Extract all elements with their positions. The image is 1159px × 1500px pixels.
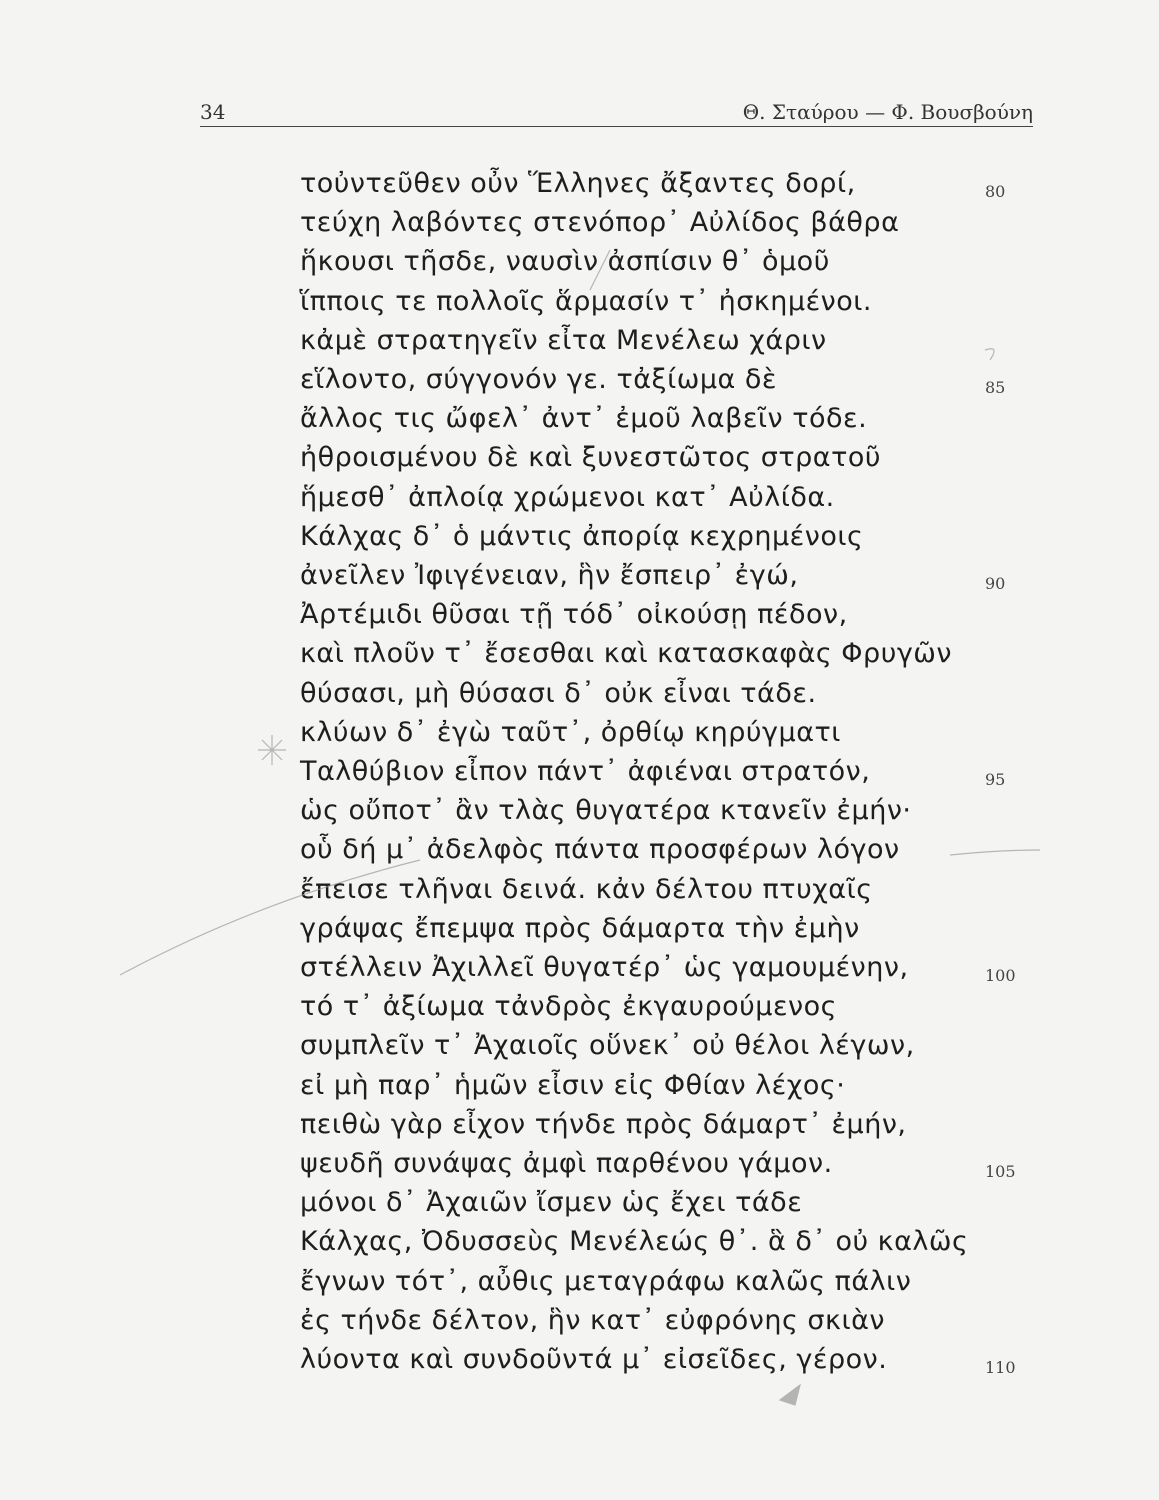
- verse-line: [300, 403, 1060, 443]
- verse-line: [300, 325, 1060, 365]
- verse-number: 100: [985, 966, 1016, 985]
- verse-text: ἀνεῖλεν Ἰφιγένειαν, ἣν ἔσπειρ᾽ ἐγώ,: [300, 560, 799, 591]
- verse-line: [300, 1030, 1060, 1070]
- verse-line: [300, 442, 1060, 482]
- verse-line: [300, 246, 1060, 286]
- verse-line: [300, 991, 1060, 1031]
- verse-line: [300, 521, 1060, 561]
- verse-text: ἄλλος τις ὤφελ᾽ ἀντ᾽ ἐμοῦ λαβεῖν τόδε.: [300, 403, 868, 435]
- verse-text: μόνοι δ᾽ Ἀχαιῶν ἴσμεν ὡς ἔχει τάδε: [300, 1187, 803, 1219]
- verse-text: Κάλχας δ᾽ ὁ μάντις ἀπορίᾳ κεχρημένοις: [300, 520, 864, 552]
- verse-line: [300, 756, 1060, 796]
- verse-line: [300, 678, 1060, 718]
- verse-line: [300, 1305, 1060, 1345]
- verse-text: γράψας ἔπεμψα πρὸς δάμαρτα τὴν ἐμὴν: [300, 912, 860, 944]
- verse-number: 90: [985, 574, 1006, 593]
- verse-number: 110: [985, 1358, 1016, 1377]
- verse-text: ἥκουσι τῆσδε, ναυσὶν ἀσπίσιν θ᾽ ὁμοῦ: [300, 246, 830, 278]
- verse-text: οὗ δή μ᾽ ἀδελφὸς πάντα προσφέρων λόγον: [300, 834, 900, 866]
- verse-line: [300, 482, 1060, 522]
- verse-line: [300, 364, 1060, 404]
- verse-line: [300, 286, 1060, 326]
- verse-line: [300, 560, 1060, 600]
- verse-line: [300, 599, 1060, 639]
- verse-text: τοὐντεῦθεν οὖν Ἕλληνες ἄξαντες δορί,: [300, 168, 856, 199]
- verse-text: Ἀρτέμιδι θῦσαι τῇ τόδ᾽ οἰκούσῃ πέδον,: [300, 599, 848, 631]
- verse-text: κλύων δ᾽ ἐγὼ ταῦτ᾽, ὀρθίῳ κηρύγματι: [300, 716, 841, 748]
- verse-text: εἰ μὴ παρ᾽ ἡμῶν εἶσιν εἰς Φθίαν λέχος·: [300, 1069, 846, 1101]
- verse-line: [300, 1148, 1060, 1188]
- verse-text: συμπλεῖν τ᾽ Ἀχαιοῖς οὕνεκ᾽ οὐ θέλοι λέγων,: [300, 1030, 915, 1062]
- verse-text: ἔπεισε τλῆναι δεινά. κἀν δέλτου πτυχαῖς: [300, 873, 873, 905]
- verse-text: ἠθροισμένου δὲ καὶ ξυνεστῶτος στρατοῦ: [300, 442, 881, 474]
- verse-text: ἔγνων τότ᾽, αὖθις μεταγράφω καλῶς πάλιν: [300, 1265, 912, 1297]
- verse-line: [300, 952, 1060, 992]
- verse-line: [300, 1187, 1060, 1227]
- verse-line: [300, 717, 1060, 757]
- verse-text: στέλλειν Ἀχιλλεῖ θυγατέρ᾽ ὡς γαμουμένην,: [300, 952, 909, 983]
- page-number: 34: [200, 100, 226, 124]
- verse-line: [300, 913, 1060, 953]
- verse-line: [300, 1109, 1060, 1149]
- verse-text: τό τ᾽ ἀξίωμα τἀνδρὸς ἐκγαυρούμενος: [300, 991, 838, 1023]
- verse-text: ὡς οὔποτ᾽ ἂν τλὰς θυγατέρα κτανεῖν ἐμήν·: [300, 795, 912, 827]
- verse-text: τεύχη λαβόντες στενόπορ᾽ Αὐλίδος βάθρα: [300, 207, 900, 239]
- verse-text: πειθὼ γὰρ εἶχον τήνδε πρὸς δάμαρτ᾽ ἐμήν,: [300, 1108, 907, 1140]
- verse-text: ἐς τήνδε δέλτον, ἣν κατ᾽ εὐφρόνης σκιὰν: [300, 1304, 885, 1336]
- running-head: Θ. Σταύρου — Φ. Βουσβούνη: [742, 100, 1033, 124]
- verse-text: ἥμεσθ᾽ ἀπλοίᾳ χρώμενοι κατ᾽ Αὐλίδα.: [300, 481, 835, 513]
- verse-number: 105: [985, 1162, 1016, 1181]
- verse-text: ἵπποις τε πολλοῖς ἅρμασίν τ᾽ ἠσκημένοι.: [300, 285, 872, 317]
- verse-line: [300, 1266, 1060, 1306]
- verse-text: καὶ πλοῦν τ᾽ ἔσεσθαι καὶ κατασκαφὰς Φρυγῶν: [300, 638, 952, 670]
- verse-text: Ταλθύβιον εἶπον πάντ᾽ ἀφιέναι στρατόν,: [300, 756, 871, 787]
- verse-text: εἵλοντο, σύγγονόν γε. τἀξίωμα δὲ: [300, 364, 777, 395]
- verse-line: [300, 638, 1060, 678]
- verse-line: [300, 834, 1060, 874]
- verse-text: ψευδῆ συνάψας ἀμφὶ παρθένου γάμον.: [300, 1148, 833, 1179]
- verse-text: Κάλχας, Ὀδυσσεὺς Μενέλεώς θ᾽. ἃ δ᾽ οὐ καλῶς: [300, 1226, 969, 1258]
- verse-number: 95: [985, 770, 1006, 789]
- verse-text: κἀμὲ στρατηγεῖν εἶτα Μενέλεω χάριν: [300, 324, 827, 356]
- verse-line: [300, 1070, 1060, 1110]
- verse-text: λύοντα καὶ συνδοῦντά μ᾽ εἰσεῖδες, γέρον.: [300, 1344, 888, 1375]
- page-header: [200, 98, 1033, 127]
- verse-text: θύσασι, μὴ θύσασι δ᾽ οὐκ εἶναι τάδε.: [300, 677, 817, 709]
- verse-line: [300, 168, 1060, 208]
- verse-line: [300, 874, 1060, 914]
- verse-line: [300, 1344, 1060, 1384]
- verse-number: 80: [985, 182, 1006, 201]
- verse-number: 85: [985, 378, 1006, 397]
- verse-line: [300, 1226, 1060, 1266]
- verse-line: [300, 795, 1060, 835]
- verse-line: [300, 207, 1060, 247]
